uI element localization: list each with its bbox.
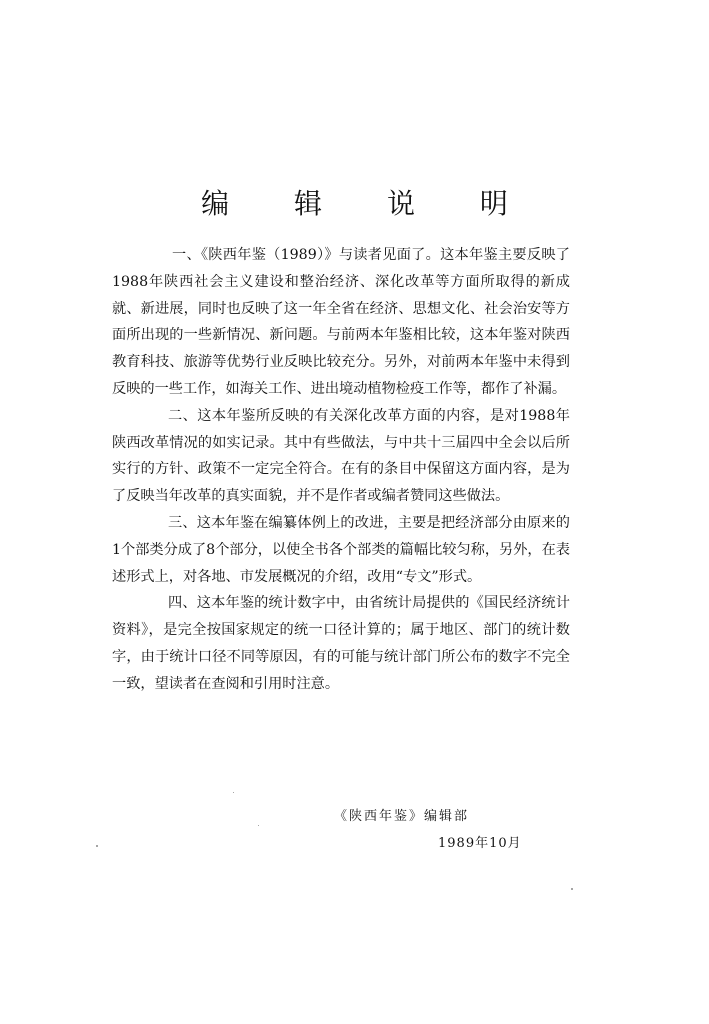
paragraph-1: 一、《陕西年鉴（1989）》与读者见面了。这本年鉴主要反映了1988年陕西社会主义建设和整治经济、深化改革等方面所取得的新成就、新进展，同时也反映了这一年全省在经济、思想文化、社会治安等方面所出现的一些新情况、新问题。与前两本年鉴相比较，这本年鉴对陕西教育科技、旅游等优势行业反映比较充分。另外，对前两本年鉴中未得到反映的一些工作，如海关工作、进出境动植物检疫工作等，都作了补漏。 xyxy=(112,247,570,397)
signature: 《陕西年鉴》编辑部 xyxy=(334,809,470,824)
body-text xyxy=(112,242,570,698)
paragraph-3: 三、这本年鉴在编纂体例上的改进，主要是把经济部分由原来的1个部类分成了8个部分，以使全书各个部类的篇幅比较匀称，另外，在表述形式上，对各地、市发展概况的介绍，改用“专文”形式。 xyxy=(112,514,570,585)
date: 1989年10月 xyxy=(438,836,522,851)
paragraph-2: 二、这本年鉴所反映的有关深化改革方面的内容，是对1988年陕西改革情况的如实记录。其中有些做法，与中共十三届四中全会以后所实行的方针、政策不一定完全符合。在有的条目中保留这方面内容，是为了反映当年改革的真实面貌，并不是作者或编者赞同这些做法。 xyxy=(112,407,570,505)
scan-speck xyxy=(96,845,98,847)
page-title: 编 辑 说 明 xyxy=(201,187,536,220)
paragraph-4: 四、这本年鉴的统计数字中，由省统计局提供的《国民经济统计资料》，是完全按国家规定的统一口径计算的；属于地区、部门的统计数字，由于统计口径不同等原因，有的可能与统计部门所公布的数字不完全一致，望读者在查阅和引用时注意。 xyxy=(112,595,570,692)
scan-speck xyxy=(258,825,259,826)
scan-speck xyxy=(233,792,234,793)
scan-speck xyxy=(571,888,573,890)
